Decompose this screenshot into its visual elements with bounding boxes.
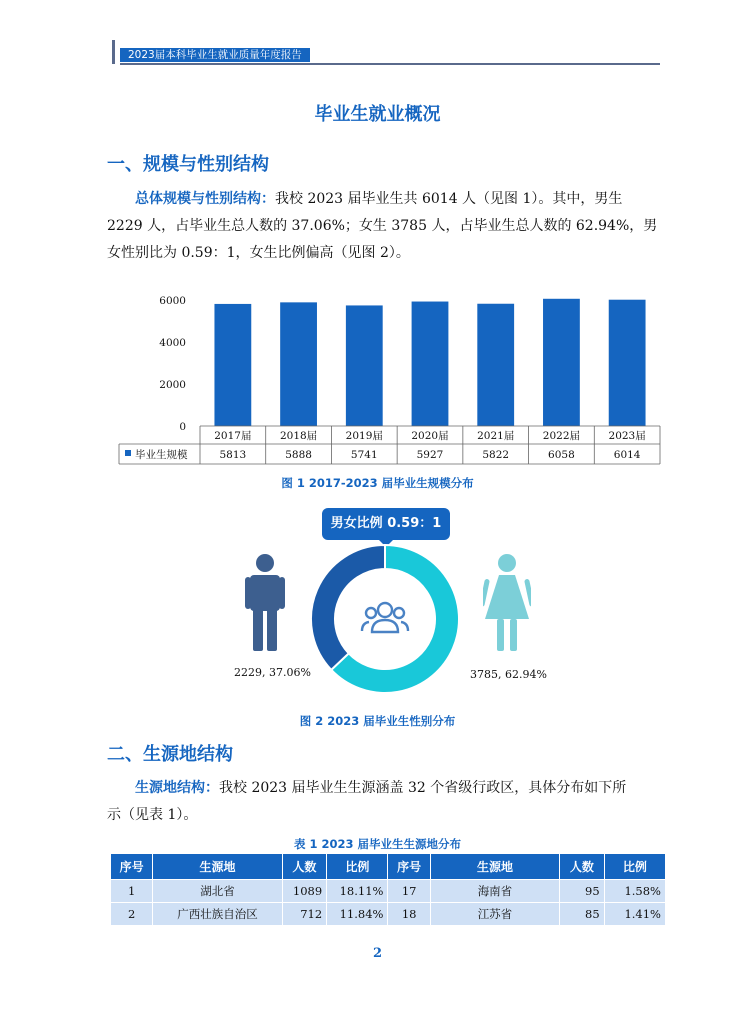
paragraph-line: 女性别比为 0.59：1，女生比例偏高（见图 2）。 [107, 245, 410, 261]
data-label: 5813 [219, 449, 247, 461]
y-tick-label: 6000 [159, 295, 186, 307]
origin-table [110, 853, 666, 926]
col-header-origin: 生源地 [153, 854, 282, 880]
col-header-index: 序号 [388, 854, 430, 880]
legend-swatch [125, 450, 131, 456]
cell-ratio: 11.84% [327, 903, 388, 926]
col-header-origin: 生源地 [430, 854, 559, 880]
x-tick-label: 2021届 [477, 430, 515, 442]
table-row [111, 903, 666, 926]
page-title: 毕业生就业概况 [314, 104, 441, 125]
header-rule [120, 63, 660, 65]
bar [543, 299, 580, 426]
section-heading-origin: 二、生源地结构 [107, 744, 233, 765]
male-person-icon [244, 553, 286, 653]
female-person-icon [483, 553, 531, 653]
table-header-row [111, 854, 666, 880]
cell-origin: 江苏省 [430, 903, 559, 926]
col-header-count: 人数 [282, 854, 327, 880]
paragraph-text: 我校 2023 届毕业生共 6014 人（见图 1）。其中，男生 [275, 191, 623, 207]
cell-count: 85 [560, 903, 605, 926]
bar [412, 302, 449, 426]
cell-origin: 湖北省 [153, 880, 282, 903]
cell-count: 1089 [282, 880, 327, 903]
cell-ratio: 1.58% [604, 880, 665, 903]
group-users-icon [362, 603, 408, 632]
y-tick-label: 0 [179, 421, 186, 433]
bar [214, 304, 251, 426]
bar [477, 304, 514, 426]
col-header-ratio: 比例 [604, 854, 665, 880]
male-slice [311, 545, 385, 670]
y-tick-label: 2000 [159, 379, 186, 391]
ratio-badge: 男女比例 0.59：1 [322, 508, 450, 540]
paragraph-line: 示（见表 1）。 [107, 807, 198, 823]
data-label: 5822 [482, 449, 510, 461]
male-slice-label: 2229, 37.06% [234, 666, 311, 679]
cell-index: 17 [388, 880, 430, 903]
cell-index: 18 [388, 903, 430, 926]
female-slice-label: 3785, 62.94% [470, 668, 547, 681]
cell-ratio: 1.41% [604, 903, 665, 926]
figure1-caption: 图 1 2017-2023 届毕业生规模分布 [281, 476, 474, 490]
cell-ratio: 18.11% [327, 880, 388, 903]
cell-origin: 海南省 [430, 880, 559, 903]
table1-caption: 表 1 2023 届毕业生生源地分布 [293, 837, 462, 851]
cell-count: 95 [560, 880, 605, 903]
x-tick-label: 2023届 [608, 430, 646, 442]
paragraph-line: 2229 人，占毕业生总人数的 37.06%；女生 3785 人，占毕业生总人数的 62.94%，男 [107, 218, 658, 234]
bar [609, 300, 646, 426]
col-header-count: 人数 [560, 854, 605, 880]
x-tick-label: 2019届 [345, 430, 383, 442]
bar [280, 302, 317, 426]
bar [346, 305, 383, 426]
lead-term: 总体规模与性别结构： [135, 191, 275, 207]
data-label: 5741 [350, 449, 378, 461]
lead-term: 生源地结构： [135, 780, 219, 796]
paragraph-line [107, 775, 663, 802]
section1-paragraph [107, 186, 663, 267]
cell-index: 2 [111, 903, 153, 926]
col-header-ratio: 比例 [327, 854, 388, 880]
gender-donut-chart [309, 543, 461, 695]
figure2-caption: 图 2 2023 届毕业生性别分布 [299, 714, 456, 728]
cell-index: 1 [111, 880, 153, 903]
y-tick-label: 4000 [159, 337, 186, 349]
header-accent-bar [112, 40, 115, 64]
page-number: 2 [372, 946, 383, 961]
x-tick-label: 2022届 [542, 430, 581, 442]
section2-paragraph [107, 775, 663, 829]
paragraph-text: 我校 2023 届毕业生生源涵盖 32 个省级行政区，具体分布如下所 [219, 780, 627, 796]
data-label: 5888 [285, 449, 312, 461]
cell-origin: 广西壮族自治区 [153, 903, 282, 926]
col-header-index: 序号 [111, 854, 153, 880]
x-tick-label: 2020届 [411, 430, 449, 442]
table-row [111, 880, 666, 903]
section-heading-scale: 一、规模与性别结构 [107, 154, 269, 175]
header-title: 2023届本科毕业生就业质量年度报告 [120, 48, 310, 62]
data-label: 6058 [548, 449, 575, 461]
bar-chart [107, 290, 667, 470]
x-tick-label: 2017届 [214, 430, 252, 442]
data-label: 5927 [416, 449, 444, 461]
cell-count: 712 [282, 903, 327, 926]
paragraph-line [107, 186, 663, 213]
data-label: 6014 [613, 449, 641, 461]
legend-label: 毕业生规模 [135, 449, 188, 461]
x-tick-label: 2018届 [279, 430, 318, 442]
